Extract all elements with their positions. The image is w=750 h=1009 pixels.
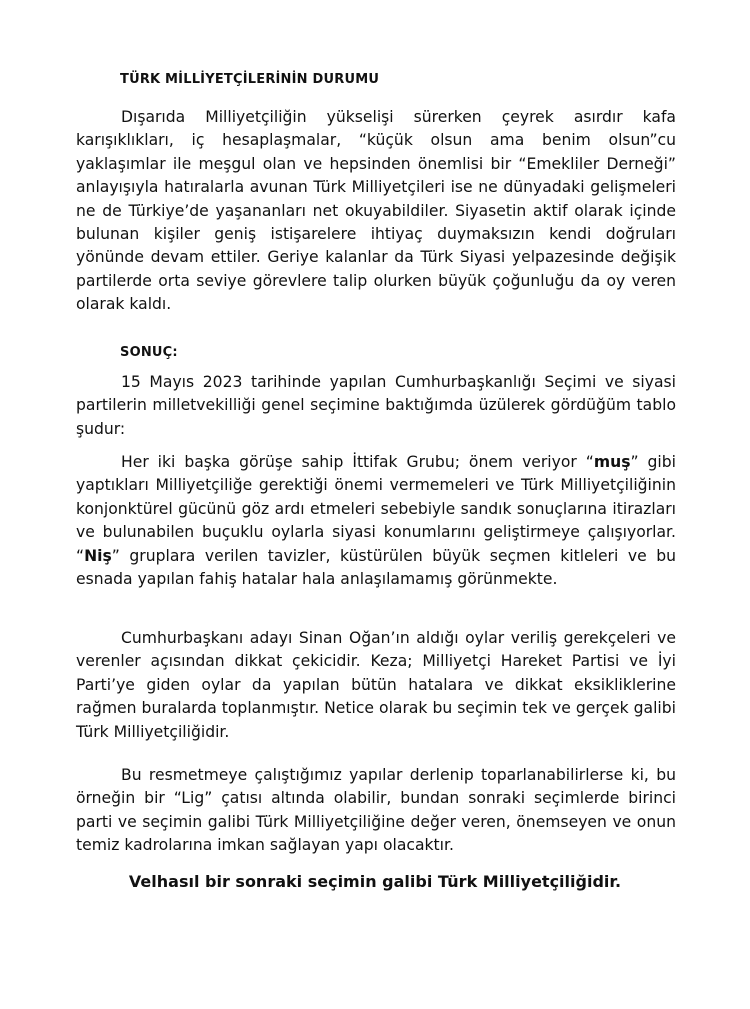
alliance-bold-mus: muş — [593, 453, 631, 471]
alliance-paragraph — [76, 451, 676, 591]
candidate-paragraph: Cumhurbaşkanı adayı Sinan Oğan’ın aldığı oylar veriliş gerekçeleri ve verenler açısından dikkat çekicidir. Keza; Milliyetçi Hareket Partisi ve İyi Parti’ye giden oylar da yapılan bütün hatalara ve dikkat eksikliklerine rağmen buralarda toplanmıştır. Netice olarak bu seçimin tek ve gerçek galibi Türk Milliyetçiliğidir. — [76, 629, 676, 741]
election-paragraph: 15 Mayıs 2023 tarihinde yapılan Cumhurbaşkanlığı Seçimi ve siyasi partilerin milletvekilliği genel seçimine baktığımda üzülerek gördüğüm tablo şudur: — [76, 373, 676, 438]
alliance-bold-nis: Niş — [84, 546, 112, 565]
alliance-text-1: Her iki başka görüşe sahip İttifak Grubu; önem veriyor “ — [121, 453, 594, 471]
alliance-text-2: ” gibi yaptıkları Milliyetçiliğe gerektiği önemi vermemeleri ve Türk Milliyetçiliğinin konjonktürel gücünü göz ardı etmeleri sebebiyle sandık sonuçlarına itirazları ve bulunabilen buçuklu oylarla siyasi konumlarını geliştirmeye çalışıyorlar. “ — [76, 453, 676, 565]
intro-paragraph: Dışarıda Milliyetçiliğin yükselişi sürerken çeyrek asırdır kafa karışıklıkları, iç hesaplaşmalar, “küçük olsun ama benim olsun”cu yaklaşımlar ile meşgul olan ve hepsinden önemlisi bir “Emekliler Derneği” anlayışıyla hatıralarla avunan Türk Milliyetçileri ise ne dünyadaki gelişmeleri ne de Türkiye’de yaşananları net okuyabildiler. Siyasetin aktif olarak içinde bulunan kişiler geniş istişarelere ihtiyaç duymaksızın kendi doğruları yönünde devam ettiler. Geriye kalanlar da Türk Siyasi yelpazesinde değişik partilerde orta seviye görevlere talip olurken büyük çoğunluğu da oy veren olarak kaldı. — [76, 108, 676, 314]
closing-statement: Velhasıl bir sonraki seçimin galibi Türk Milliyetçiliğidir. — [128, 872, 622, 891]
alliance-text-3: ” gruplara verilen tavizler, küstürülen büyük seçmen kitleleri ve bu esnada yapılan fahiş hatalar hala anlaşılamamış görünmekte. — [76, 546, 676, 589]
conclusion-heading: SONUÇ: — [120, 345, 178, 360]
document-title: TÜRK MİLLİYETÇİLERİNİN DURUMU — [120, 72, 380, 87]
future-paragraph: Bu resmetmeye çalıştığımız yapılar derlenip toparlanabilirlerse ki, bu örneğin bir “Lig” çatısı altında olabilir, bundan sonraki seçimlerde birinci parti ve seçimin galibi Türk Milliyetçiliğine değer veren, önemseyen ve onun temiz kadrolarına imkan sağlayan yapı olacaktır. — [76, 766, 676, 855]
